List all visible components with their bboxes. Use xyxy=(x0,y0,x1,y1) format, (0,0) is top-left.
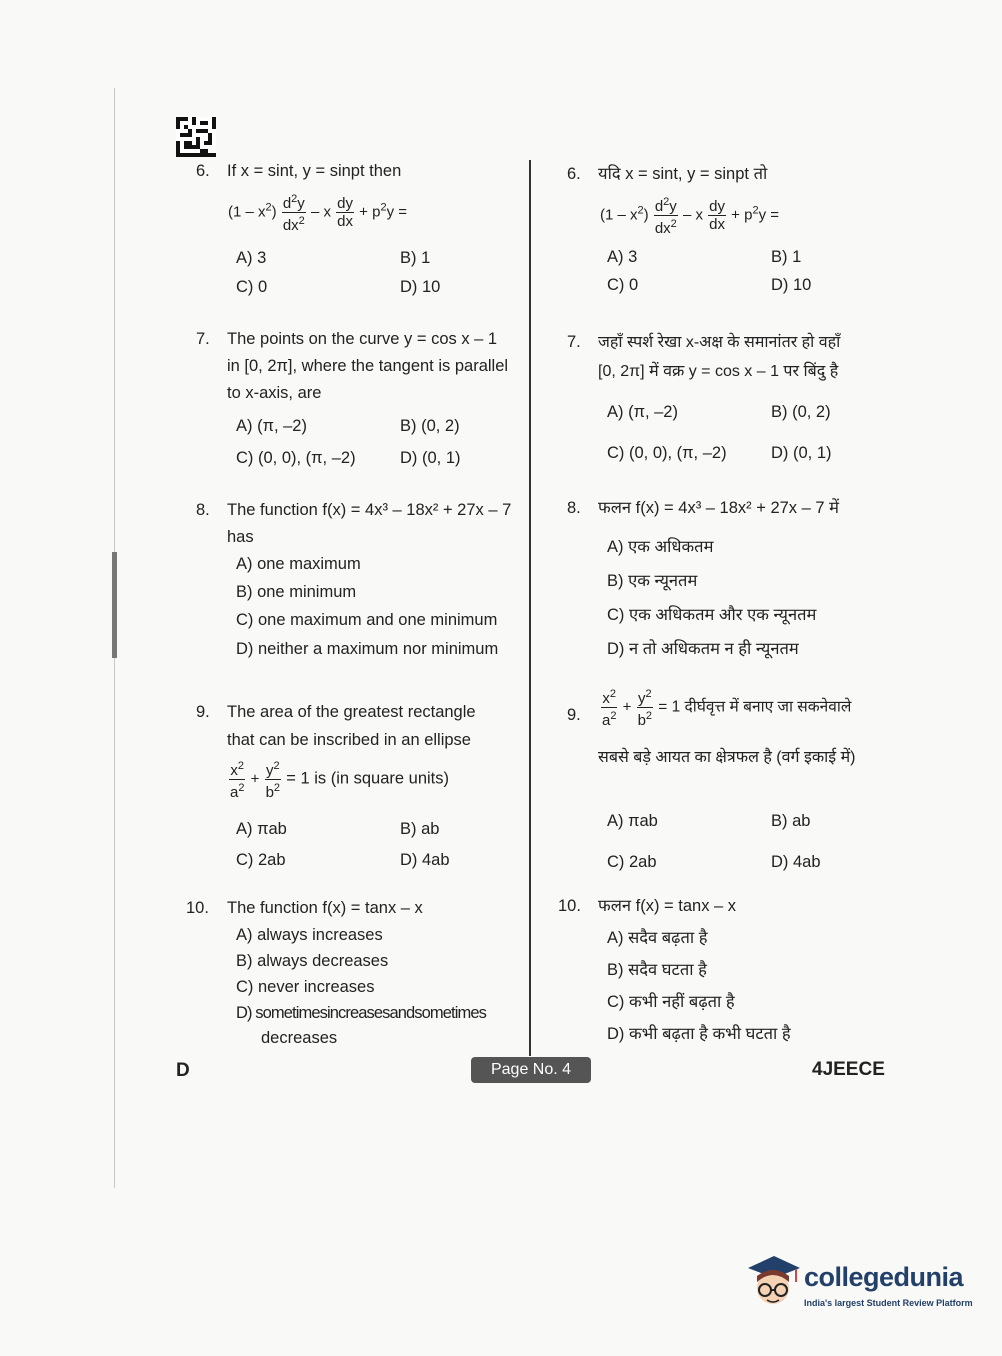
question-stem-line-1: The points on the curve y = cos x – 1 xyxy=(227,330,498,348)
option-b[interactable]: B) always decreases xyxy=(236,952,389,970)
option-d[interactable]: D) 4ab xyxy=(771,853,821,871)
option-c[interactable]: C) never increases xyxy=(236,978,375,996)
question-stem-line-2: has xyxy=(227,528,254,546)
option-d[interactable]: D) कभी बढ़ता है कभी घटता है xyxy=(607,1025,791,1043)
collegedunia-watermark xyxy=(744,1248,974,1318)
qr-code-icon xyxy=(176,117,216,157)
option-c[interactable]: C) (0, 0), (π, –2) xyxy=(236,449,356,467)
question-stem: The function f(x) = tanx – x xyxy=(227,899,423,917)
brand-name: collegedunia xyxy=(804,1262,964,1292)
question-number: 9. xyxy=(567,706,581,724)
question-number: 10. xyxy=(186,899,209,917)
question-number: 6. xyxy=(196,162,210,180)
option-b[interactable]: B) 1 xyxy=(400,249,431,267)
question-number: 10. xyxy=(558,897,581,915)
option-d[interactable]: D) 10 xyxy=(400,278,441,296)
ellipse-equation-hi: $\frac{x^2}{a^2}$ + $\frac{y^2}{b^2}$ = 1 दीर्घवृत्त में बनाए जा सकनेवाले xyxy=(602,688,852,729)
option-c[interactable]: C) 0 xyxy=(607,276,639,294)
option-c[interactable]: C) one maximum and one minimum xyxy=(236,611,498,629)
question-stem-line-2: [0, 2π] में वक्र y = cos x – 1 पर बिंदु है xyxy=(598,363,839,380)
option-a[interactable]: A) πab xyxy=(236,820,287,838)
question-stem: यदि x = sint, y = sinpt तो xyxy=(598,165,768,183)
question-number: 7. xyxy=(567,333,581,351)
question-number: 8. xyxy=(196,501,210,519)
question-number: 9. xyxy=(196,703,210,721)
question-stem: फलन f(x) = 4x³ – 18x² + 27x – 7 में xyxy=(598,499,840,517)
set-code: D xyxy=(176,1060,190,1081)
question-stem-line-2: that can be inscribed in an ellipse xyxy=(227,731,471,749)
option-d[interactable]: D) (0, 1) xyxy=(771,444,832,462)
brand-tagline: India's largest Student Review Platform xyxy=(804,1298,973,1308)
ellipse-equation-en: $\frac{x^2}{a^2}$ + $\frac{y^2}{b^2}$ = 1 is (in square units) xyxy=(230,760,450,801)
question-stem-line-3: to x-axis, are xyxy=(227,384,322,402)
option-c[interactable]: C) कभी नहीं बढ़ता है xyxy=(607,993,735,1011)
column-divider xyxy=(529,160,531,1056)
equation-6-en: $(1 - x^2)$ $\frac{d^2y}{dx^2}$ – x $\frac{dy}{dx}$ + $p^2y$ = xyxy=(228,193,407,234)
option-c[interactable]: C) 0 xyxy=(236,278,268,296)
option-b[interactable]: B) one minimum xyxy=(236,583,357,601)
question-number: 7. xyxy=(196,330,210,348)
fraction-dy-dx: $\frac{dy}{dx}$ xyxy=(337,195,353,230)
option-a[interactable]: A) (π, –2) xyxy=(236,417,307,435)
question-stem-line-1: जहाँ स्पर्श रेखा x-अक्ष के समानांतर हो वहाँ xyxy=(598,334,841,351)
option-d[interactable]: D) 4ab xyxy=(400,851,450,869)
question-number: 6. xyxy=(567,165,581,183)
option-d[interactable]: D) 10 xyxy=(771,276,812,294)
option-c[interactable]: C) एक अधिकतम और एक न्यूनतम xyxy=(607,606,817,624)
question-stem-line-2: in [0, 2π], where the tangent is parallel xyxy=(227,357,509,375)
option-a[interactable]: A) एक अधिकतम xyxy=(607,538,714,556)
option-b[interactable]: B) (0, 2) xyxy=(400,417,460,435)
option-b[interactable]: B) सदैव घटता है xyxy=(607,961,707,979)
question-stem: फलन f(x) = tanx – x xyxy=(598,897,737,915)
option-b[interactable]: B) 1 xyxy=(771,248,802,266)
option-a[interactable]: A) सदैव बढ़ता है xyxy=(607,929,708,947)
option-d-continued: decreases xyxy=(261,1029,338,1047)
option-b[interactable]: B) (0, 2) xyxy=(771,403,831,421)
option-c[interactable]: C) 2ab xyxy=(607,853,657,871)
option-b[interactable]: B) एक न्यूनतम xyxy=(607,572,698,590)
option-a[interactable]: A) πab xyxy=(607,812,658,830)
question-stem-line-2: सबसे बड़े आयत का क्षेत्रफल है (वर्ग इकाई में) xyxy=(598,749,856,766)
question-number: 8. xyxy=(567,499,581,517)
fraction-d2y-dx2: $\frac{d^2y}{dx^2}$ xyxy=(282,193,305,234)
option-d[interactable]: D) (0, 1) xyxy=(400,449,461,467)
question-stem: If x = sint, y = sinpt then xyxy=(227,162,402,180)
option-a[interactable]: A) one maximum xyxy=(236,555,361,573)
option-a[interactable]: A) always increases xyxy=(236,926,383,944)
page-number-badge: Page No. 4 xyxy=(471,1057,591,1083)
equation-6-hi: $(1 - x^2)$ $\frac{d^2y}{dx^2}$ – x $\frac{dy}{dx}$ + $p^2y$ = xyxy=(600,196,779,237)
binding-mark xyxy=(112,552,117,658)
option-a[interactable]: A) 3 xyxy=(236,249,267,267)
option-d[interactable]: D) sometimesincreasesandsometimes xyxy=(236,1004,486,1022)
option-c[interactable]: C) (0, 0), (π, –2) xyxy=(607,444,727,462)
option-b[interactable]: B) ab xyxy=(400,820,440,838)
option-d[interactable]: D) neither a maximum nor minimum xyxy=(236,640,499,658)
mascot-icon xyxy=(744,1248,802,1312)
paper-code: 4JEECE xyxy=(812,1059,885,1080)
option-b[interactable]: B) ab xyxy=(771,812,811,830)
option-d[interactable]: D) न तो अधिकतम न ही न्यूनतम xyxy=(607,640,799,658)
option-a[interactable]: A) 3 xyxy=(607,248,638,266)
question-stem-line-1: The function f(x) = 4x³ – 18x² + 27x – 7 xyxy=(227,501,512,519)
question-stem-line-1: The area of the greatest rectangle xyxy=(227,703,476,721)
option-a[interactable]: A) (π, –2) xyxy=(607,403,678,421)
option-c[interactable]: C) 2ab xyxy=(236,851,286,869)
